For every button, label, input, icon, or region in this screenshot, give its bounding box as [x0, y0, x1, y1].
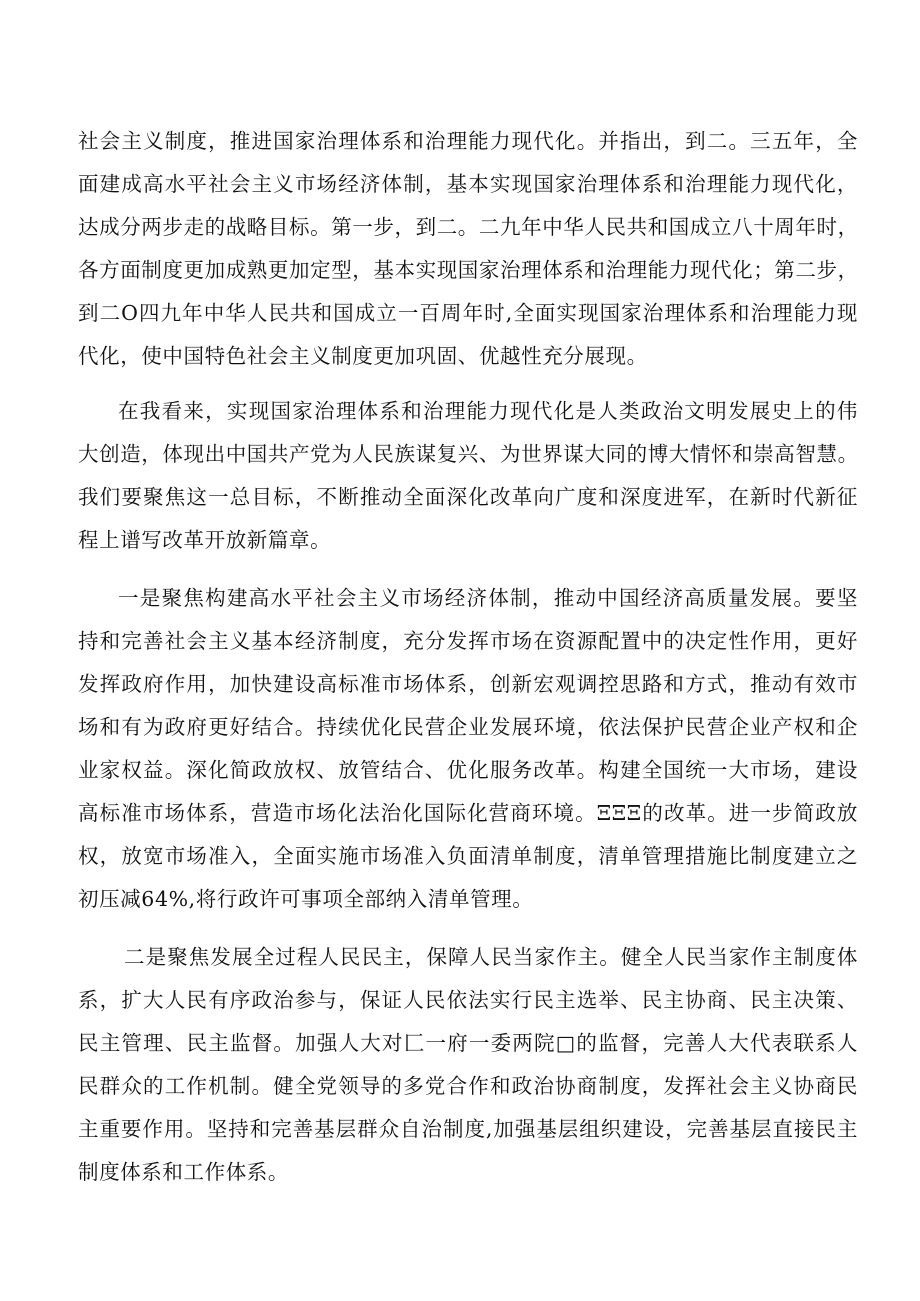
- text-line: 二是聚焦发展全过程人民民主，保障人民当家作主。健全人民当家作主制度体: [124, 945, 858, 969]
- text-line: 高标准市场体系，营造市场化法治化国际化营商环境。ΞΞΞ的改革。进一步简政放: [78, 801, 858, 825]
- text-line: 持和完善社会主义基本经济制度，充分发挥市场在资源配置中的决定性作用，更好: [78, 629, 858, 653]
- text-line: 一是聚焦构建高水平社会主义市场经济体制，推动中国经济高质量发展。要坚: [118, 586, 858, 610]
- text-line: 社会主义制度，推进国家治理体系和治理能力现代化。并指出，到二。三五年，全: [78, 129, 858, 153]
- text-line: 我们要聚焦这一总目标，不断推动全面深化改革向广度和深度进军，在新时代新征: [78, 485, 858, 509]
- text-line: 代化，使中国特色社会主义制度更加巩固、优越性充分展现。: [78, 344, 648, 368]
- text-line: 场和有为政府更好结合。持续优化民营企业发展环境，依法保护民营企业产权和企: [78, 715, 858, 739]
- text-line: 权，放宽市场准入，全面实施市场准入负面清单制度，清单管理措施比制度建立之: [78, 844, 858, 868]
- text-line: 面建成高水平社会主义市场经济体制，基本实现国家治理体系和治理能力现代化，: [78, 172, 858, 196]
- text-line: 大创造，体现出中国共产党为人民族谋复兴、为世界谋大同的博大情怀和崇高智慧。: [78, 442, 859, 466]
- text-line: 发挥政府作用，加快建设高标准市场体系，创新宏观调控思路和方式，推动有效市: [78, 672, 858, 696]
- text-line: 在我看来，实现国家治理体系和治理能力现代化是人类政治文明发展史上的伟: [118, 399, 858, 423]
- text-line: 达成分两步走的战略目标。第一步，到二。二九年中华人民共和国成立八十周年时，: [78, 215, 859, 239]
- text-line: 制度体系和工作体系。: [78, 1160, 289, 1184]
- text-line: 初压减64%,将行政许可事项全部纳入清单管理。: [78, 887, 534, 911]
- text-line: 业家权益。深化简政放权、放管结合、优化服务改革。构建全国统一大市场，建设: [78, 758, 858, 782]
- text-line: 程上谱写改革开放新篇章。: [78, 528, 332, 552]
- text-line: 各方面制度更加成熟更加定型，基本实现国家治理体系和治理能力现代化；第二步，: [78, 258, 859, 282]
- text-line: 系，扩大人民有序政治参与，保证人民依法实行民主选举、民主协商、民主决策、: [78, 988, 858, 1012]
- text-line: 民群众的工作机制。健全党领导的多党合作和政治协商制度，发挥社会主义协商民: [78, 1074, 858, 1098]
- text-line: 主重要作用。坚持和完善基层群众自治制度,加强基层组织建设，完善基层直接民主: [78, 1117, 858, 1141]
- text-line: 到二O四九年中华人民共和国成立一百周年时,全面实现国家治理体系和治理能力现: [78, 301, 858, 325]
- text-line: 民主管理、民主监督。加强人大对匚一府一委两院□的监督，完善人大代表联系人: [78, 1031, 858, 1055]
